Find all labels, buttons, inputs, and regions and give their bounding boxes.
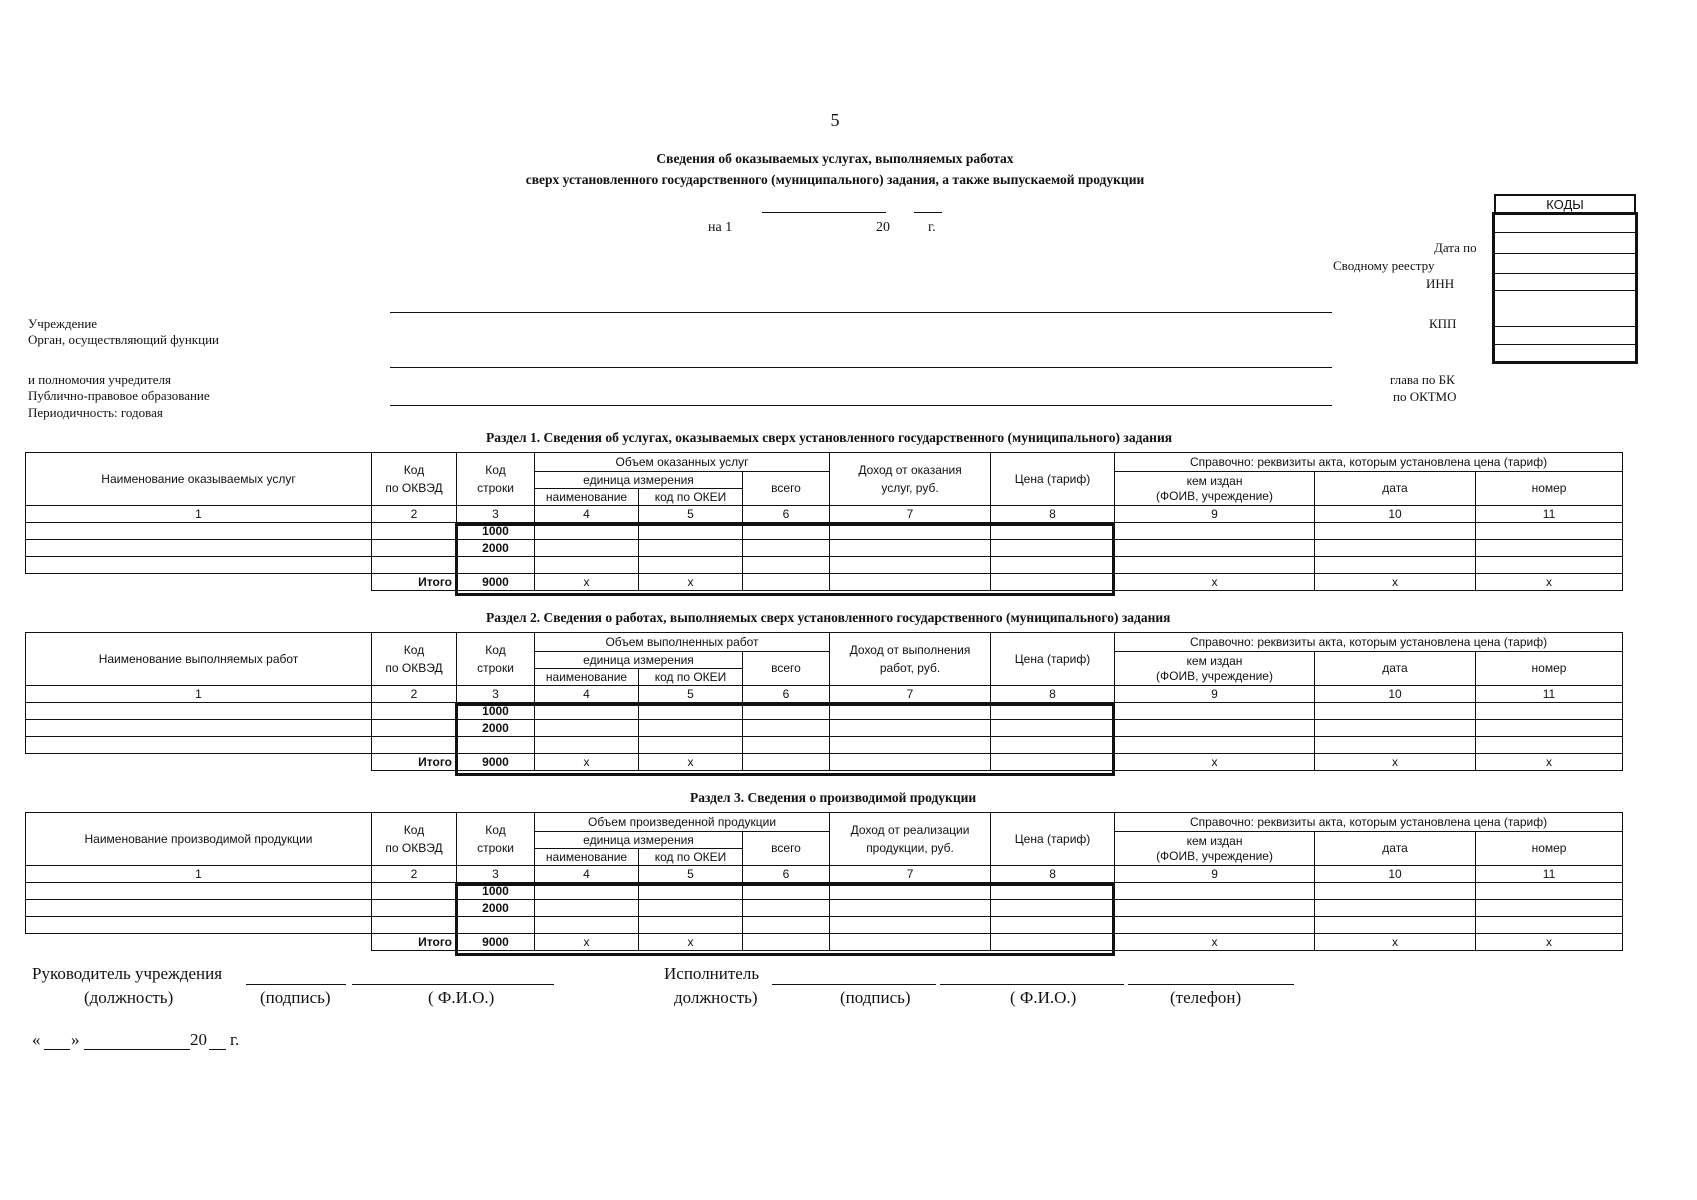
x-mark: х [1315,754,1476,771]
unit-name-header: наименование [535,669,639,686]
col-number: 2 [372,506,457,523]
col-number: 9 [1115,866,1315,883]
col-number: 4 [535,866,639,883]
x-mark: х [639,754,743,771]
organ-fill-line[interactable] [390,367,1332,368]
price-header: Цена (тариф) [991,633,1115,686]
table-row[interactable] [26,917,1623,934]
codes-row-divider [1495,344,1635,345]
total-row [26,754,1623,771]
number-header: номер [1476,652,1623,686]
col-number: 2 [372,686,457,703]
section-1-title: Раздел 1. Сведения об услугах, оказываемых сверх установленного государственного (муниципального) задания [486,430,1173,445]
head-position-label: (должность) [84,988,174,1007]
x-mark: х [535,754,639,771]
public-entity-fill-line[interactable] [390,405,1332,406]
col-number: 6 [743,506,830,523]
col-number: 10 [1315,506,1476,523]
date-header: дата [1315,652,1476,686]
col-number: 7 [830,866,991,883]
table-row[interactable] [26,720,1623,737]
unit-header: единица измерения [535,472,743,489]
form-title-line1: Сведения об оказываемых услугах, выполняемых работах [656,151,1014,166]
total-label: Итого [372,574,457,591]
name-header: Наименование оказываемых услуг [26,453,372,506]
col-number: 8 [991,506,1115,523]
unit-header: единица измерения [535,832,743,849]
total-label: Итого [372,934,457,951]
col-number: 11 [1476,686,1623,703]
signature-date-close: » [71,1030,80,1049]
head-fio-label: ( Ф.И.О.) [428,988,495,1007]
unit-name-header: наименование [535,849,639,866]
x-mark: х [639,574,743,591]
col-number: 8 [991,866,1115,883]
col-number: 3 [457,866,535,883]
col-number: 5 [639,506,743,523]
x-mark: х [1115,754,1315,771]
col-number: 3 [457,686,535,703]
inn-label: ИНН [1426,276,1455,291]
col-number: 5 [639,686,743,703]
x-mark: х [1476,574,1623,591]
signature-date-open: « [32,1030,41,1049]
table-row[interactable] [26,540,1623,557]
head-position-line[interactable] [246,984,346,985]
total-code: 9000 [457,574,535,591]
executor-position-line[interactable] [772,984,936,985]
col-number: 9 [1115,506,1315,523]
col-number: 2 [372,866,457,883]
column-number-row [26,506,1623,523]
section-1-table [25,452,1623,591]
row-code-header: Код строки [457,633,535,686]
col-number: 10 [1315,866,1476,883]
page-number: 5 [830,110,840,130]
institution-label: Учреждение [28,316,98,331]
section-2-title: Раздел 2. Сведения о работах, выполняемых сверх установленного государственного (муниципального) задания [486,610,1171,625]
row-code: 2000 [457,540,535,557]
total-code: 9000 [457,934,535,951]
number-header: номер [1476,832,1623,866]
executor-signature-fio-line[interactable] [940,984,1124,985]
executor-label: Исполнитель [664,964,760,983]
date-year: 20 [876,220,890,235]
unit-code-header: код по ОКЕИ [639,669,743,686]
okved-header: Код по ОКВЭД [372,633,457,686]
date-year-line[interactable] [914,212,942,213]
row-code: 1000 [457,883,535,900]
col-number: 3 [457,506,535,523]
name-header: Наименование выполняемых работ [26,633,372,686]
row-code-header: Код строки [457,453,535,506]
col-number: 7 [830,506,991,523]
price-header: Цена (тариф) [991,813,1115,866]
total-row [26,934,1623,951]
glava-label: глава по БК [1390,372,1455,387]
x-mark: х [1476,934,1623,951]
col-number: 1 [26,686,372,703]
col-number: 4 [535,686,639,703]
col-number: 1 [26,866,372,883]
total-code: 9000 [457,754,535,771]
unit-header: единица измерения [535,652,743,669]
income-header: Доход от реализации продукции, руб. [830,813,991,866]
unit-code-header: код по ОКЕИ [639,489,743,506]
signature-month-line[interactable] [84,1049,190,1050]
total-header: всего [743,832,830,866]
unit-code-header: код по ОКЕИ [639,849,743,866]
okved-header: Код по ОКВЭД [372,453,457,506]
registry-label: Сводному реестру [1333,258,1435,273]
codes-row-divider [1495,232,1635,233]
x-mark: х [1315,934,1476,951]
total-header: всего [743,472,830,506]
col-number: 11 [1476,506,1623,523]
date-prefix: на 1 [708,220,733,235]
volume-header: Объем оказанных услуг [535,453,830,472]
reference-header: Справочно: реквизиты акта, которым установлена цена (тариф) [1115,813,1623,832]
income-header: Доход от выполнения работ, руб. [830,633,991,686]
table-row[interactable] [26,900,1623,917]
row-code: 2000 [457,900,535,917]
x-mark: х [535,574,639,591]
head-signature-label: (подпись) [260,988,331,1007]
x-mark: х [639,934,743,951]
table-row[interactable] [26,703,1623,720]
okved-header: Код по ОКВЭД [372,813,457,866]
oktmo-label: по ОКТМО [1393,389,1457,404]
x-mark: х [1115,574,1315,591]
income-header: Доход от оказания услуг, руб. [830,453,991,506]
total-header: всего [743,652,830,686]
codes-row-divider [1495,273,1635,274]
executor-signature-label: (подпись) [840,988,911,1007]
number-header: номер [1476,472,1623,506]
date-label: Дата по [1434,240,1477,255]
organ-label-line2: и полномочия учредителя [28,372,171,387]
col-number: 10 [1315,686,1476,703]
table-row[interactable] [26,557,1623,574]
date-suffix: г. [928,220,936,235]
x-mark: х [1115,934,1315,951]
price-header: Цена (тариф) [991,453,1115,506]
total-label: Итого [372,754,457,771]
signature-date-year: 20 [190,1030,207,1049]
col-number: 7 [830,686,991,703]
col-number: 1 [26,506,372,523]
col-number: 9 [1115,686,1315,703]
col-number: 11 [1476,866,1623,883]
volume-header: Объем выполненных работ [535,633,830,652]
row-code: 2000 [457,720,535,737]
issuer-header: кем издан (ФОИВ, учреждение) [1115,832,1315,866]
issuer-header: кем издан (ФОИВ, учреждение) [1115,472,1315,506]
row-code-header: Код строки [457,813,535,866]
section-2-table [25,632,1623,771]
signature-date-suffix: г. [230,1030,240,1049]
table-row[interactable] [26,523,1623,540]
signature-year-line[interactable] [209,1049,226,1050]
x-mark: х [1315,574,1476,591]
row-code: 1000 [457,523,535,540]
name-header: Наименование производимой продукции [26,813,372,866]
section-3-table [25,812,1623,951]
total-row [26,574,1623,591]
date-header: дата [1315,472,1476,506]
x-mark: х [1476,754,1623,771]
executor-fio-label: ( Ф.И.О.) [1010,988,1077,1007]
form-title-line2: сверх установленного государственного (муниципального) задания, а также выпускаемой продукции [525,172,1145,187]
codes-row-divider [1495,253,1635,254]
signature-day-line[interactable] [44,1049,70,1050]
issuer-header: кем издан (ФОИВ, учреждение) [1115,652,1315,686]
col-number: 4 [535,506,639,523]
date-day-month-line[interactable] [762,212,886,213]
col-number: 6 [743,866,830,883]
col-number: 5 [639,866,743,883]
periodicity-label: Периодичность: годовая [28,405,163,420]
unit-name-header: наименование [535,489,639,506]
col-number: 6 [743,686,830,703]
codes-header: КОДЫ [1494,194,1636,214]
public-entity-label: Публично-правовое образование [28,388,210,403]
organ-label-line1: Орган, осуществляющий функции [28,332,219,347]
reference-header: Справочно: реквизиты акта, которым установлена цена (тариф) [1115,633,1623,652]
executor-phone-label: (телефон) [1170,988,1242,1007]
column-number-row [26,866,1623,883]
section-3-title: Раздел 3. Сведения о производимой продукции [690,790,977,805]
head-signature-fio-line[interactable] [352,984,554,985]
volume-header: Объем произведенной продукции [535,813,830,832]
column-number-row [26,686,1623,703]
codes-box [1492,212,1638,364]
col-number: 8 [991,686,1115,703]
executor-phone-line[interactable] [1128,984,1294,985]
table-row[interactable] [26,883,1623,900]
row-code: 1000 [457,703,535,720]
x-mark: х [535,934,639,951]
head-label: Руководитель учреждения [32,964,223,983]
codes-row-divider [1495,290,1635,291]
table-row[interactable] [26,737,1623,754]
codes-row-divider [1495,326,1635,327]
reference-header: Справочно: реквизиты акта, которым установлена цена (тариф) [1115,453,1623,472]
date-header: дата [1315,832,1476,866]
executor-position-label: должность) [674,988,758,1007]
kpp-label: КПП [1429,316,1457,331]
institution-fill-line[interactable] [390,312,1332,313]
